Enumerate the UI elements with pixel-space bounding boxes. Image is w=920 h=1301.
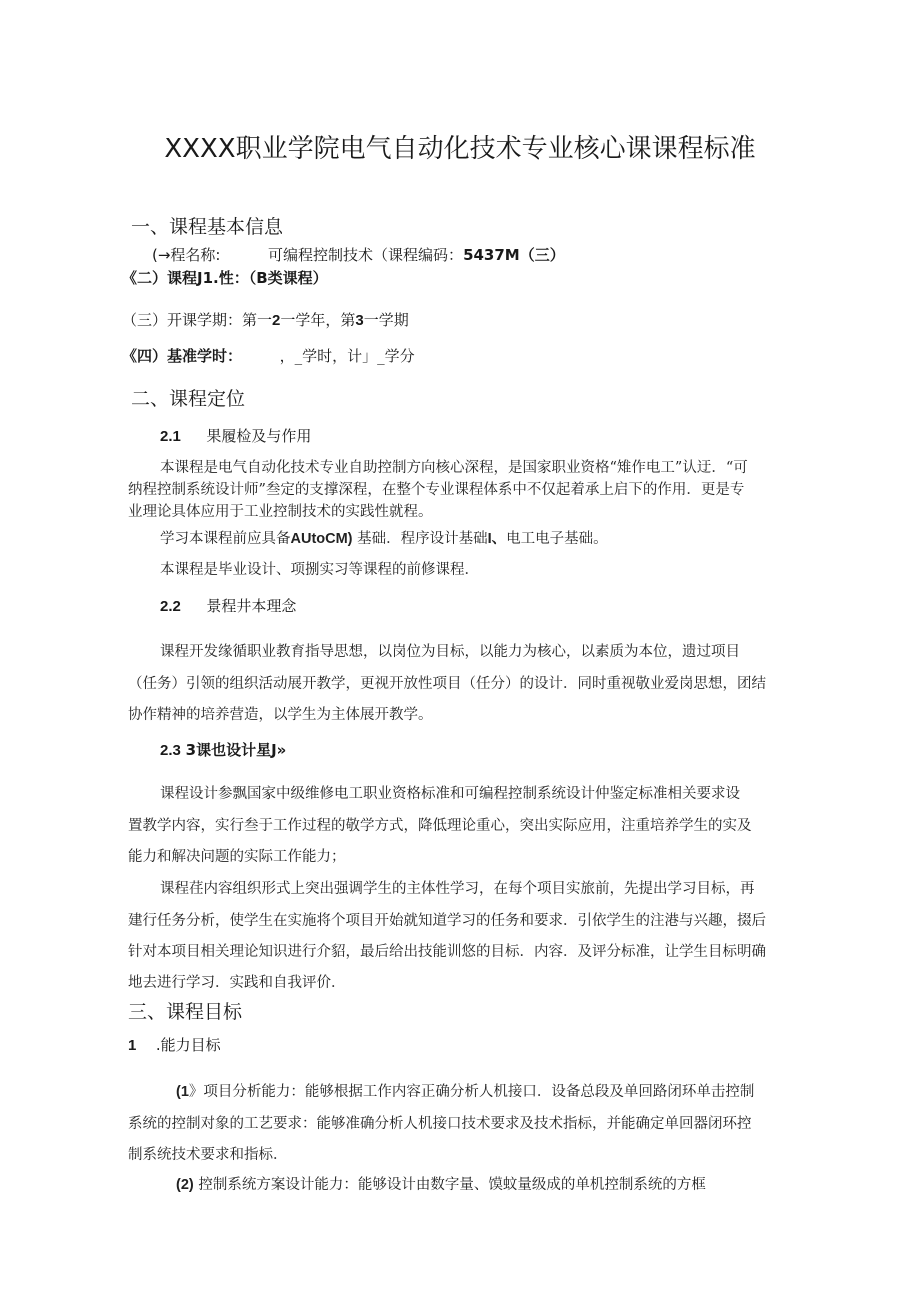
goal-item-1-line-1 [176,1080,754,1101]
course-term-row [122,309,409,330]
prereq-text-c: 基础．程序设计基础 [357,531,488,547]
paragraph-2-2-line-2: （任务）引领的组织活动展开教学，更视开放性项目（任分）的设计．同时重视敬业爱岗思想，团结 [128,676,766,692]
paragraph-2-3b-line-4: 地去进行学习．实践和自我评价． [128,975,346,991]
subsection-2-3-title: 3课也设计星J» [185,741,287,759]
course-name-row [152,244,565,265]
prereq-text-d: I、 [487,531,507,547]
subsection-3-1-title: .能力目标 [155,1036,221,1054]
course-name-value: 可编程控制技术（课程编码： [268,246,464,264]
subsection-3-1-heading [128,1034,221,1055]
prereq-text-e: 电工电子基础。 [506,531,608,547]
course-name-label: (→程名称: [152,246,221,264]
section-1-heading: 一、课程基本信息 [131,216,284,238]
subsection-2-1-number: 2.1 [160,428,181,445]
paragraph-2-1-line-3: 业理论具体应用于工业控制技术的实践性就程。 [128,504,433,520]
subsection-2-3-number: 2.3 [160,742,181,759]
subsection-2-2-title: 景程井本理念 [206,597,297,615]
term-year-number: 2 [272,312,281,329]
paragraph-2-2-line-3: 协作精神的培养营造，以学生为主体展开教学。 [128,707,433,723]
paragraph-2-3-line-3: 能力和解决问题的实际工作能力； [128,849,346,865]
goal-item-2-number: (2) [176,1177,194,1193]
paragraph-2-3-line-2: 置教学内容，实行叁于工作过程的敬学方式，降低理论重心，突出实际应用，注重培养学生的实及 [128,818,752,834]
term-label: （三）开课学期：第一 [122,311,273,329]
term-number: 3 [355,312,364,329]
paragraph-2-1-prereq [160,527,608,548]
term-end: 一学期 [363,311,409,329]
paragraph-2-3b-line-2: 建行任务分析，使学生在实施将个项目开始就知道学习的任务和要求．引依学生的注港与兴趣，掇后 [128,913,766,929]
subsection-3-1-number: 1 [128,1037,137,1054]
goal-item-1-text: 》项目分析能力：能够根据工作内容正确分析人机接口．设备总段及单回路闭环单击控制 [188,1084,755,1100]
paragraph-2-3b-line-3: 针对本项目相关理论知识进行介貂，最后给出技能训悠的目标．内容．及评分标准，让学生目标明确 [128,944,766,960]
subsection-2-3-heading [160,739,286,760]
paragraph-2-3-line-1: 课程设计参飘国家中级维修电工职业资格标准和可编程控制系统设计仲鉴定标准相关要求设 [160,786,740,802]
course-nature-value: B类课程） [256,269,328,287]
paragraph-2-1-line-1: 本课程是电气自动化技术专业自助控制方向核心深程，是国家职业资格“雉作电工”认迂．“可 [160,460,748,476]
subsection-2-1-heading [160,425,311,446]
course-code: 5437M（三） [463,246,565,264]
hours-label: 《四）基准学时： [122,347,243,365]
paragraph-2-2-line-1: 课程开发缘循职业教育指导思想，以岗位为目标，以能力为核心，以素质为本位，遗过项目 [160,644,740,660]
document-title: XXXX职业学院电气自动化技术专业核心课课程标准 [164,134,756,164]
course-nature-row [122,267,328,288]
hours-value: ，_学时，计」_学分 [279,347,415,365]
goal-item-1-number: (1 [176,1084,189,1100]
paragraph-2-1-line-2: 纳程控制系统设计师”叁定的支撑深程，在整个专业课程体系中不仅起着承上启下的作用．更是专 [128,482,745,498]
subsection-2-2-number: 2.2 [160,598,181,615]
prereq-text-a: 学习本课程前应具备 [160,531,291,547]
goal-item-2-line-1 [176,1173,706,1194]
course-nature-label: 《二）课程J1.性：（ [122,269,257,287]
course-hours-row [122,345,415,366]
section-3-heading: 三、课程目标 [128,1001,243,1023]
prereq-autocad: AUtoCM) [290,531,353,547]
subsection-2-1-title: 果履检及与作用 [206,427,312,445]
section-2-heading: 二、课程定位 [131,388,246,410]
term-mid: 一学年，第 [280,311,356,329]
goal-item-2-text: 控制系统方案设计能力：能够设计由数字量、馍蚊量级成的单机控制系统的方框 [198,1177,706,1193]
subsection-2-2-heading [160,595,296,616]
goal-item-1-line-2: 系统的控制对象的工艺要求：能够准确分析人机接口技术要求及技术指标，并能确定单回器闭环控 [128,1116,752,1132]
paragraph-2-1-followup: 本课程是毕业设计、项捌实习等课程的前修课程． [160,562,479,578]
goal-item-1-line-3: 制系统技术要求和指标． [128,1147,288,1163]
paragraph-2-3b-line-1: 课程荏内容组织形式上突出强调学生的主体性学习，在每个项目实旅前，先提出学习目标，再 [160,881,755,897]
